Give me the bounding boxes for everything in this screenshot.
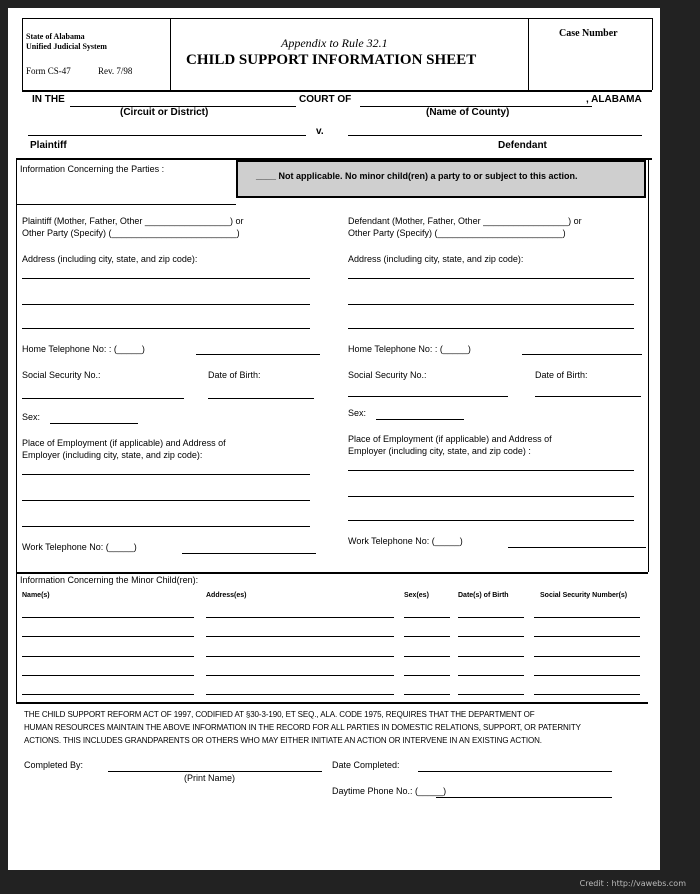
child-dob-line[interactable] (458, 636, 524, 637)
right-address-line-2[interactable] (348, 304, 634, 305)
parties-left-rule (16, 158, 17, 572)
versus-label: v. (316, 126, 324, 137)
left-employer-line-2[interactable] (22, 500, 310, 501)
left-dob-label: Date of Birth: (208, 370, 261, 380)
child-ssn-line[interactable] (534, 636, 640, 637)
right-work-phone-line[interactable] (508, 547, 646, 548)
column-header-ssns: Social Security Number(s) (540, 592, 628, 599)
child-address-line[interactable] (206, 675, 394, 676)
child-dob-line[interactable] (458, 694, 524, 695)
circuit-hint: (Circuit or District) (120, 107, 209, 118)
left-dob-line[interactable] (208, 398, 314, 399)
right-home-phone: Home Telephone No: : (_____) (348, 344, 471, 354)
parties-heading-rule (16, 204, 236, 205)
right-address-line-3[interactable] (348, 328, 634, 329)
right-sex-line[interactable] (376, 419, 464, 420)
defendant-line[interactable] (348, 135, 642, 136)
header-right-rule (652, 18, 653, 90)
right-sex-label: Sex: (348, 408, 367, 418)
page-title: CHILD SUPPORT INFORMATION SHEET (186, 52, 477, 68)
child-ssn-line[interactable] (534, 656, 640, 657)
child-name-line[interactable] (22, 675, 194, 676)
not-applicable-box[interactable]: ____ Not applicable. No minor child(ren) a party to or subject to this action. (236, 160, 646, 198)
form-page (8, 8, 660, 870)
right-work-phone: Work Telephone No: (_____) (348, 536, 463, 546)
left-employer-line-3[interactable] (22, 526, 310, 527)
right-employment-1: Place of Employment (if applicable) and Address of (348, 434, 552, 444)
plaintiff-line[interactable] (28, 135, 306, 136)
left-home-phone-line[interactable] (196, 354, 320, 355)
child-ssn-line[interactable] (534, 694, 640, 695)
date-completed-line[interactable] (418, 771, 612, 772)
children-left-rule (16, 572, 17, 702)
child-ssn-line[interactable] (534, 617, 640, 618)
right-ssn-label: Social Security No.: (348, 370, 427, 380)
right-dob-label: Date of Birth: (535, 370, 588, 380)
left-sex-label: Sex: (22, 412, 41, 422)
right-address-line-1[interactable] (348, 278, 634, 279)
column-header-sexes: Sex(es) (404, 592, 429, 599)
completed-by-label: Completed By: (24, 760, 84, 770)
child-name-line[interactable] (22, 694, 194, 695)
child-sex-line[interactable] (404, 675, 450, 676)
right-employment-2: Employer (including city, state, and zip code) : (348, 446, 531, 456)
left-employment-1: Place of Employment (if applicable) and Address of (22, 438, 226, 448)
appendix-label: Appendix to Rule 32.1 (281, 36, 388, 50)
parties-heading: Information Concerning the Parties : (20, 164, 165, 174)
children-bottom-rule (16, 702, 648, 704)
child-address-line[interactable] (206, 636, 394, 637)
child-name-line[interactable] (22, 636, 194, 637)
credit-watermark: Credit : http://vawebs.com (579, 879, 686, 888)
left-ssn-label: Social Security No.: (22, 370, 101, 380)
child-sex-line[interactable] (404, 617, 450, 618)
child-address-line[interactable] (206, 617, 394, 618)
child-dob-line[interactable] (458, 656, 524, 657)
daytime-phone-label: Daytime Phone No.: (_____) (332, 786, 447, 796)
left-address-label: Address (including city, state, and zip code): (22, 254, 198, 264)
column-header-names: Name(s) (22, 592, 50, 599)
child-dob-line[interactable] (458, 617, 524, 618)
header-left-rule (22, 18, 23, 90)
left-address-line-3[interactable] (22, 328, 310, 329)
print-name-hint: (Print Name) (184, 773, 236, 783)
right-address-label: Address (including city, state, and zip code): (348, 254, 524, 264)
defendant-label: Defendant (498, 140, 547, 151)
right-dob-line[interactable] (535, 396, 641, 397)
right-employer-line-3[interactable] (348, 520, 634, 521)
county-hint: (Name of County) (426, 107, 510, 118)
child-sex-line[interactable] (404, 656, 450, 657)
right-ssn-line[interactable] (348, 396, 508, 397)
left-sex-line[interactable] (50, 423, 138, 424)
column-header-dobs: Date(s) of Birth (458, 592, 509, 599)
left-home-phone: Home Telephone No: : (_____) (22, 344, 145, 354)
parties-bottom-rule (16, 572, 648, 574)
completed-by-line[interactable] (108, 771, 322, 772)
daytime-phone-line[interactable] (436, 797, 612, 798)
right-party-line2: Other Party (Specify) (_________________________) (348, 228, 566, 238)
left-ssn-line[interactable] (22, 398, 184, 399)
header-divider-2 (528, 18, 529, 90)
right-employer-line-2[interactable] (348, 496, 634, 497)
judicial-system: Unified Judicial System (26, 42, 107, 51)
child-name-line[interactable] (22, 656, 194, 657)
header-bottom-rule (22, 90, 652, 92)
state-name: State of Alabama (26, 32, 85, 41)
right-party-line1: Defendant (Mother, Father, Other _________________) or (348, 216, 582, 226)
plaintiff-label: Plaintiff (30, 140, 67, 151)
left-employer-line-1[interactable] (22, 474, 310, 475)
form-revision: Rev. 7/98 (98, 66, 133, 76)
header-top-rule (22, 18, 652, 19)
right-employer-line-1[interactable] (348, 470, 634, 471)
child-address-line[interactable] (206, 656, 394, 657)
statute-line-2: HUMAN RESOURCES MAINTAIN THE ABOVE INFORMATION IN THE RECORD FOR ALL PARTIES IN DOMESTIC RELATIONS, SUPPORT, OR PATERNITY (24, 723, 581, 732)
child-ssn-line[interactable] (534, 675, 640, 676)
statute-line-3: ACTIONS. THIS INCLUDES GRANDPARENTS OR OTHERS WHO MAY EITHER INITIATE AN ACTION OR INTERVENE IN AN EXISTING ACTION. (24, 736, 542, 745)
date-completed-label: Date Completed: (332, 760, 400, 770)
left-party-line1: Plaintiff (Mother, Father, Other _________________) or (22, 216, 244, 226)
children-heading: Information Concerning the Minor Child(ren): (20, 575, 199, 585)
child-sex-line[interactable] (404, 636, 450, 637)
case-number-label: Case Number (559, 28, 618, 39)
in-the-label: IN THE (32, 94, 65, 105)
column-header-addresses: Address(es) (206, 592, 247, 599)
child-sex-line[interactable] (404, 694, 450, 695)
child-address-line[interactable] (206, 694, 394, 695)
left-address-line-2[interactable] (22, 304, 310, 305)
header-divider-1 (170, 18, 171, 90)
right-home-phone-line[interactable] (522, 354, 642, 355)
left-employment-2: Employer (including city, state, and zip code): (22, 450, 203, 460)
child-name-line[interactable] (22, 617, 194, 618)
child-dob-line[interactable] (458, 675, 524, 676)
court-of-label: COURT OF (299, 94, 352, 105)
left-party-line2: Other Party (Specify) (_________________________) (22, 228, 240, 238)
left-work-phone-line[interactable] (182, 553, 316, 554)
left-work-phone: Work Telephone No: (_____) (22, 542, 137, 552)
parties-right-rule (648, 158, 649, 572)
alabama-label: , ALABAMA (586, 94, 642, 105)
form-number: Form CS-47 (26, 66, 71, 76)
statute-line-1: THE CHILD SUPPORT REFORM ACT OF 1997, CODIFIED AT §30-3-190, ET SEQ., ALA. CODE 1975, REQUIRES THAT THE DEPARTMENT OF (24, 710, 535, 719)
left-address-line-1[interactable] (22, 278, 310, 279)
